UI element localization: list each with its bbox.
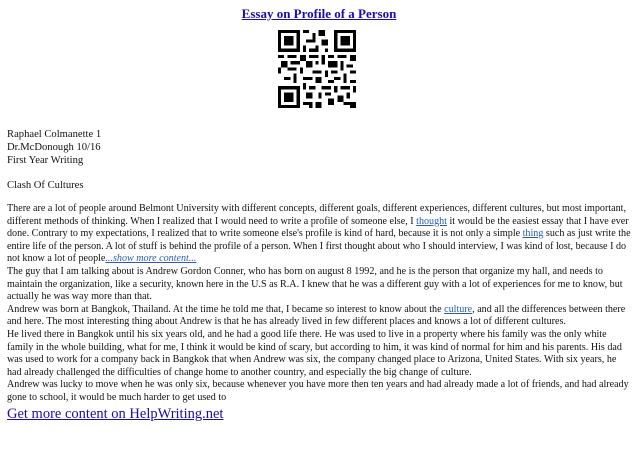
- author-line: Raphael Colmanette 1: [7, 129, 102, 140]
- show-more-link[interactable]: ...show more content...: [105, 253, 197, 265]
- thought-link[interactable]: thought: [416, 215, 447, 227]
- paragraph: Andrew was lucky to move when he was only six, because whenever you have more then ten years and had already made a lot of friends, and had already gone to school, it would be much harder to get used to: [7, 379, 629, 403]
- essay-body: [7, 203, 631, 405]
- paragraph: The guy that I am talking about is Andrew Gordon Conner, who has born on august 8 1992, and he is the person that organize my hall, and needs to maintain the organization, like a security, known here in the U.S as R.A. I knew that he was a different guy with a lot of experiences for me to know, but actually he was way more than that.: [7, 265, 623, 303]
- paragraph-text: There are a lot of people around Belmont University with different concepts, different goals, different experiences, different cultures, but most important, different methods of thinking. When I realized that I would need to write a profile of someone else, I: [7, 203, 626, 227]
- essay-heading: Clash Of Cultures: [7, 180, 84, 191]
- paragraph-text: such as just write the entire life of the person. A lot of stuff is behind the profile of a person. When I first thought about who I should interview, I was kind of lost, because I do not know a lot of people: [7, 228, 631, 265]
- course-line: First Year Writing: [7, 155, 84, 166]
- get-more-content-link[interactable]: Get more content on HelpWriting.net: [7, 406, 224, 422]
- page-title[interactable]: Essay on Profile of a Person: [241, 6, 397, 21]
- paragraph-text: it would be the easiest essay that I have ever done. Contrary to my expectations, I realized that to write someone else's profile is kind of hard, because it is not only a simple: [7, 215, 629, 240]
- qr-code: [278, 30, 356, 108]
- paragraph: He lived there in Bangkok until his six years old, and he had a good life there. He was used to live in a property where his family was the only white family in the whole building, what for me, I think it would be kind of scary, but according to him, it was kind of normal for him and his parents. His dad was used to work for a company back in Bangkok that when Andrew was six, the company changed place to Arizona, United States. With six years, he had already challenged the difficulties of change home to another country, and especially the big change of culture.: [7, 328, 622, 378]
- essay-header: [7, 128, 101, 167]
- teacher-line: Dr.McDonough 10/16: [7, 142, 101, 153]
- thing-link[interactable]: thing: [522, 228, 544, 240]
- paragraph-text: , and all the differences between there and here. The most interesting thing about Andrew is that he has already lived in few different places and knows a lot of different cultures.: [7, 303, 626, 328]
- culture-link[interactable]: culture: [444, 303, 473, 315]
- paragraph: [7, 203, 631, 266]
- paragraph-text: Andrew was born at Bangkok, Thailand. At the time he told me that, I became so interest to know about the: [7, 303, 445, 315]
- paragraph: [7, 304, 631, 329]
